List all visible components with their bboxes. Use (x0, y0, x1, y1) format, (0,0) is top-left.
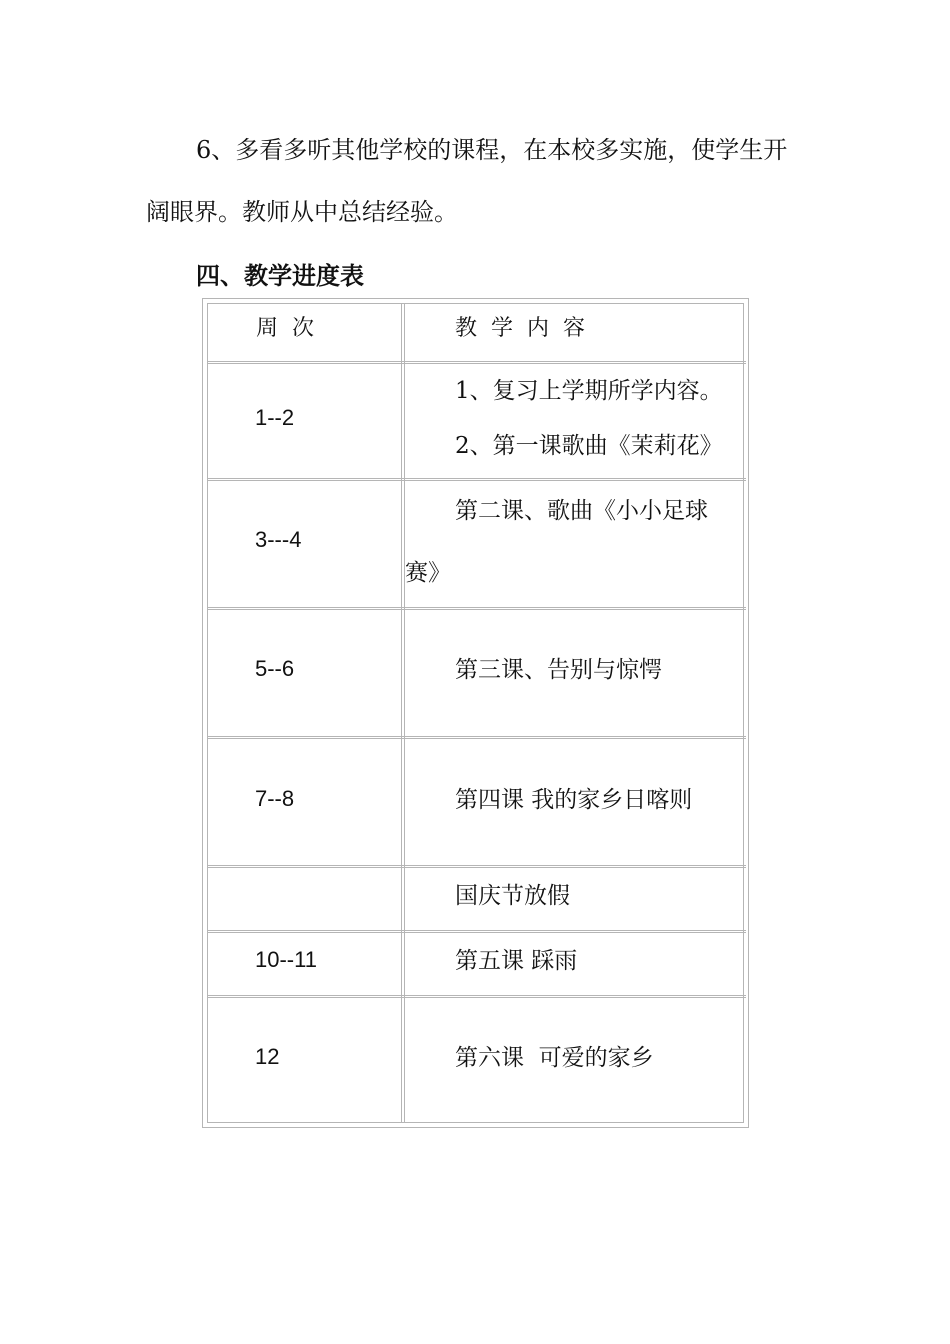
row-divider (207, 930, 746, 933)
row-divider (207, 361, 746, 364)
table-row-content: 1、复习上学期所学内容。 (455, 378, 723, 404)
table-row-content: 第五课 踩雨 (455, 948, 578, 974)
row-divider (207, 736, 746, 739)
section-title: 四、教学进度表 (196, 262, 364, 290)
table-row-week: 12 (255, 1044, 280, 1069)
row-divider (207, 478, 746, 481)
table-row-week: 7--8 (255, 786, 295, 811)
column-divider (401, 303, 405, 1123)
table-row-week: 3---4 (255, 527, 302, 552)
table-row-week: 5--6 (255, 656, 295, 681)
table-row-content: 第六课 可爱的家乡 (455, 1045, 654, 1071)
table-row-content: 赛》 (405, 560, 451, 586)
row-divider (207, 607, 746, 610)
row-divider (207, 995, 746, 998)
paragraph-line-2: 阔眼界。教师从中总结经验。 (146, 198, 458, 226)
table-row-week: 10--11 (255, 947, 317, 972)
header-week: 周 次 (256, 316, 314, 341)
header-content: 教 学 内 容 (455, 316, 585, 341)
table-row-content: 第二课、歌曲《小小足球 (455, 498, 708, 524)
table-row-content: 第四课 我的家乡日喀则 (455, 787, 693, 813)
table-row-week: 1--2 (255, 405, 295, 430)
table-row-content: 国庆节放假 (455, 883, 570, 909)
row-divider (207, 865, 746, 868)
table-row-content: 2、第一课歌曲《茉莉花》 (455, 433, 723, 459)
paragraph-line-1: 6、多看多听其他学校的课程，在本校多实施，使学生开 (196, 136, 788, 164)
table-row-content: 第三课、告别与惊愕 (455, 657, 662, 683)
